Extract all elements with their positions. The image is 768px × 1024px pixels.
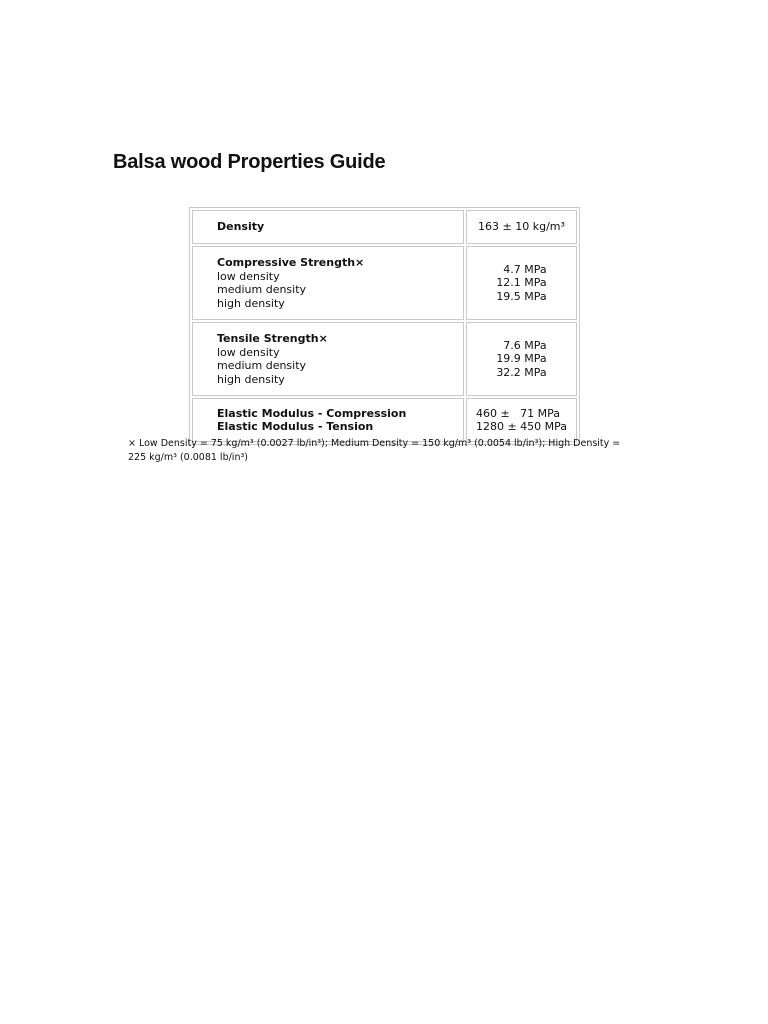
properties-table xyxy=(189,207,580,445)
tensile-sublabel-medium: medium density xyxy=(217,359,307,372)
elastic-modulus-tension-value: 1280 ± 450 MPa xyxy=(475,420,568,433)
density-value: 163 ± 10 kg/m³ xyxy=(478,220,565,234)
density-label-cell xyxy=(192,210,464,244)
table-row-compressive-strength xyxy=(192,246,577,320)
tensile-value-high: 32.2 MPa xyxy=(496,365,547,379)
compressive-sublabel-high: high density xyxy=(217,296,285,310)
tensile-label-cell xyxy=(192,322,464,396)
tensile-sublabel-high: high density xyxy=(217,372,285,386)
compressive-value-cell xyxy=(466,246,577,320)
modulus-label-cell xyxy=(192,398,464,442)
elastic-modulus-tension-label: Elastic Modulus - Tension xyxy=(217,420,374,433)
table-row-density xyxy=(192,210,577,244)
table-row-tensile-strength xyxy=(192,322,577,396)
density-value-cell xyxy=(466,210,577,244)
compressive-values xyxy=(496,263,546,304)
compressive-value-high: 19.5 MPa xyxy=(496,289,547,303)
density-footnote: × Low Density = 75 kg/m³ (0.0027 lb/in³); Medium Density = 150 kg/m³ (0.0054 lb/in³); High Density = 225 kg/m³ (0.0081 lb/in³) xyxy=(128,438,621,463)
compressive-strength-label: Compressive Strength× xyxy=(217,256,365,269)
tensile-sublabel-low: low density xyxy=(217,345,280,359)
compressive-value-low: 4.7 MPa xyxy=(503,262,547,276)
compressive-sublabel-low: low density xyxy=(217,269,280,283)
tensile-value-cell xyxy=(466,322,577,396)
tensile-value-low: 7.6 MPa xyxy=(503,338,547,352)
table-row-elastic-modulus xyxy=(192,398,577,442)
modulus-values xyxy=(476,407,567,434)
compressive-label-cell xyxy=(192,246,464,320)
page-title: Balsa wood Properties Guide xyxy=(113,151,386,173)
tensile-values xyxy=(496,339,546,380)
compressive-value-medium: 12.1 MPa xyxy=(496,276,547,290)
compressive-sublabel-medium: medium density xyxy=(217,283,307,296)
modulus-value-cell xyxy=(466,398,577,442)
density-label: Density xyxy=(217,220,265,234)
elastic-modulus-compression-label: Elastic Modulus - Compression xyxy=(217,406,407,420)
elastic-modulus-compression-value: 460 ± 71 MPa xyxy=(475,406,561,420)
tensile-strength-label: Tensile Strength× xyxy=(217,332,328,345)
tensile-value-medium: 19.9 MPa xyxy=(496,352,547,366)
